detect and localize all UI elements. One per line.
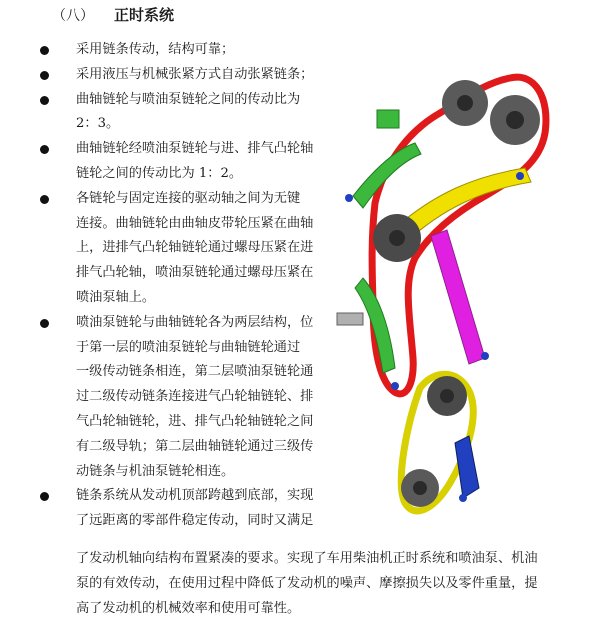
bullet-line: 过二级传动链条连接进气凸轮轴链轮、排	[76, 389, 314, 405]
bullet-dot	[40, 96, 49, 105]
bullet-line: 链条系统从发动机顶部跨越到底部，实现	[76, 488, 314, 504]
green-bracket	[377, 110, 399, 128]
bullet-line: 喷油泵轴上。	[76, 289, 156, 305]
bullet-dot	[40, 145, 49, 154]
hydraulic-tensioner	[337, 313, 363, 325]
pivot-bolt	[481, 352, 489, 360]
section-number: （八）	[52, 8, 94, 24]
bullet-line: 气凸轮轴链轮，进、排气凸轮轴链轮之间	[76, 413, 314, 429]
pivot-bolt	[459, 494, 467, 502]
bullet-dot	[40, 195, 49, 204]
injection-pump-sprocket	[373, 214, 421, 262]
oil-pump-sprocket	[401, 469, 439, 507]
green-chain-guide	[353, 143, 421, 208]
bullet-item	[38, 38, 338, 63]
bullet-line: 排气凸轮轴，喷油泵链轮通过螺母压紧在	[76, 265, 314, 281]
bullet-line: 各链轮与固定连接的驱动轴之间为无键	[76, 190, 301, 206]
bullet-item	[38, 187, 338, 311]
bullet-line: 链轮之间的传动比为 1：2。	[76, 165, 243, 181]
bullet-list	[38, 38, 338, 534]
bullet-line: 了远距离的零部件稳定传动，同时又满足	[76, 513, 314, 529]
bullet-line: 曲轴链轮与喷油泵链轮之间的传动比为	[76, 91, 301, 107]
timing-chain-figure	[335, 58, 595, 536]
bullet-item	[38, 311, 338, 485]
bullet-item	[38, 137, 338, 187]
pivot-bolt	[516, 172, 524, 180]
bullet-dot	[40, 492, 49, 501]
paragraph-line: 高了发动机的机械效率和使用可靠性。	[76, 600, 301, 616]
intake-camshaft-sprocket	[490, 95, 540, 145]
magenta-chain-guide	[431, 230, 485, 364]
continuation-paragraph	[76, 547, 538, 621]
bullet-item	[38, 63, 338, 88]
section-title: 正时系统	[114, 6, 175, 24]
blue-tensioner-arm	[455, 436, 479, 498]
bullet-line: 采用链条传动，结构可靠；	[76, 42, 235, 57]
bullet-dot	[40, 319, 49, 328]
bullet-line: 喷油泵链轮与曲轴链轮各为两层结构，位	[76, 314, 314, 330]
timing-chain-diagram	[335, 58, 595, 536]
bullet-item	[38, 88, 338, 138]
bullet-line: 2：3。	[76, 116, 120, 132]
bullet-line: 采用液压与机械张紧方式自动张紧链条；	[76, 66, 314, 82]
bullet-line: 于第一层的喷油泵链轮与曲轴链轮通过	[76, 339, 301, 355]
bullet-dot	[40, 46, 49, 55]
crankshaft-sprocket	[427, 376, 467, 416]
pivot-bolt	[391, 382, 399, 390]
bullet-line: 有二级导轨；第二层曲轴链轮通过三级传	[76, 438, 314, 454]
bullet-line: 连接。曲轴链轮由曲轴皮带轮压紧在曲轴	[76, 215, 314, 231]
bullet-item	[38, 484, 338, 534]
paragraph-line: 了发动机轴向结构布置紧凑的要求。实现了车用柴油机正时系统和喷油泵、机油	[76, 551, 538, 566]
bullet-line: 动链条与机油泵链轮相连。	[76, 463, 235, 479]
bullet-dot	[40, 71, 49, 80]
pivot-bolt	[345, 194, 353, 202]
bullet-line: 一级传动链条相连，第二层喷油泵链轮通	[76, 364, 314, 380]
exhaust-camshaft-sprocket	[442, 80, 488, 126]
bullet-line: 上，进排气凸轮轴链轮通过螺母压紧在进	[76, 240, 314, 256]
bullet-line: 曲轴链轮经喷油泵链轮与进、排气凸轮轴	[76, 141, 314, 157]
paragraph-line: 泵的有效传动，在使用过程中降低了发动机的噪声、摩擦损失以及零件重量，提	[76, 575, 538, 591]
section-heading	[52, 4, 174, 25]
